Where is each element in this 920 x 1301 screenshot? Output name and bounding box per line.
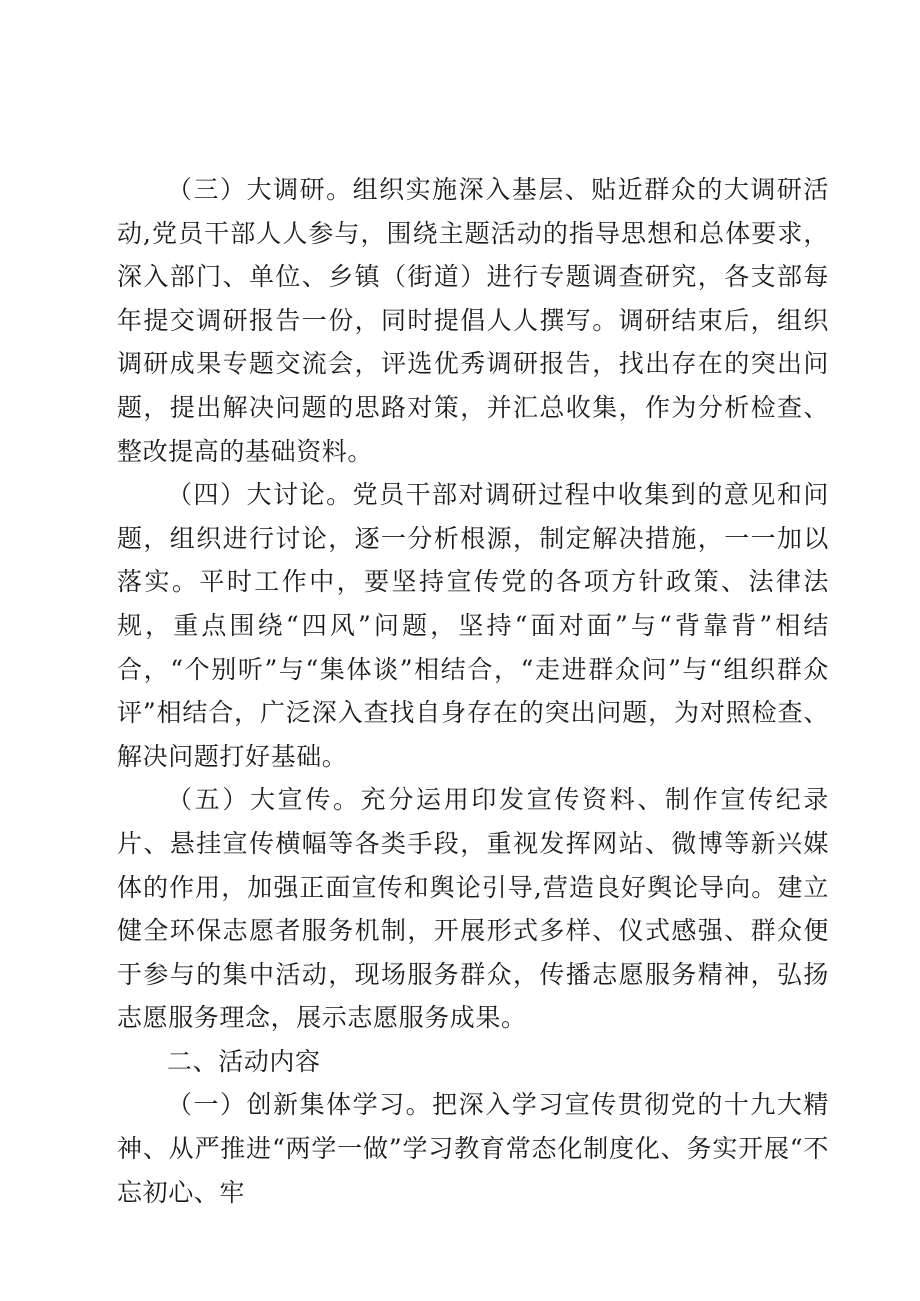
document-body [117, 168, 829, 1214]
paragraph-collective-study: （一）创新集体学习。把深入学习宣传贯彻党的十九大精神、从严推进“两学一做”学习教育常态化制度化、务实开展“不忘初心、牢 [117, 1090, 829, 1207]
paragraph-publicity: （五）大宣传。充分运用印发宣传资料、制作宣传纪录片、悬挂宣传横幅等各类手段，重视发挥网站、微博等新兴媒体的作用，加强正面宣传和舆论引导,营造良好舆论导向。建立健全环保志愿者服务机制，开展形式多样、仪式感强、群众便于参与的集中活动，现场服务群众，传播志愿服务精神，弘扬志愿服务理念，展示志愿服务成果。 [117, 785, 829, 1033]
section-heading: 二、活动内容 [167, 1046, 321, 1076]
paragraph-discussion: （四）大讨论。党员干部对调研过程中收集到的意见和问题，组织进行讨论，逐一分析根源，制定解决措施，一一加以落实。平时工作中，要坚持宣传党的各项方针政策、法律法规，重点围绕“四风”问题，坚持“面对面”与“背靠背”相结合，“个别听”与“集体谈”相结合，“走进群众问”与“组织群众评”相结合，广泛深入查找自身存在的突出问题，为对照检查、解决问题打好基础。 [117, 480, 829, 771]
paragraph-investigation: （三）大调研。组织实施深入基层、贴近群众的大调研活动,党员干部人人参与，围绕主题活动的指导思想和总体要求，深入部门、单位、乡镇（街道）进行专题调查研究，各支部每年提交调研报告一份，同时提倡人人撰写。调研结束后，组织调研成果专题交流会，评选优秀调研报告，找出存在的突出问题，提出解决问题的思路对策，并汇总收集，作为分析检查、整改提高的基础资料。 [117, 175, 829, 466]
